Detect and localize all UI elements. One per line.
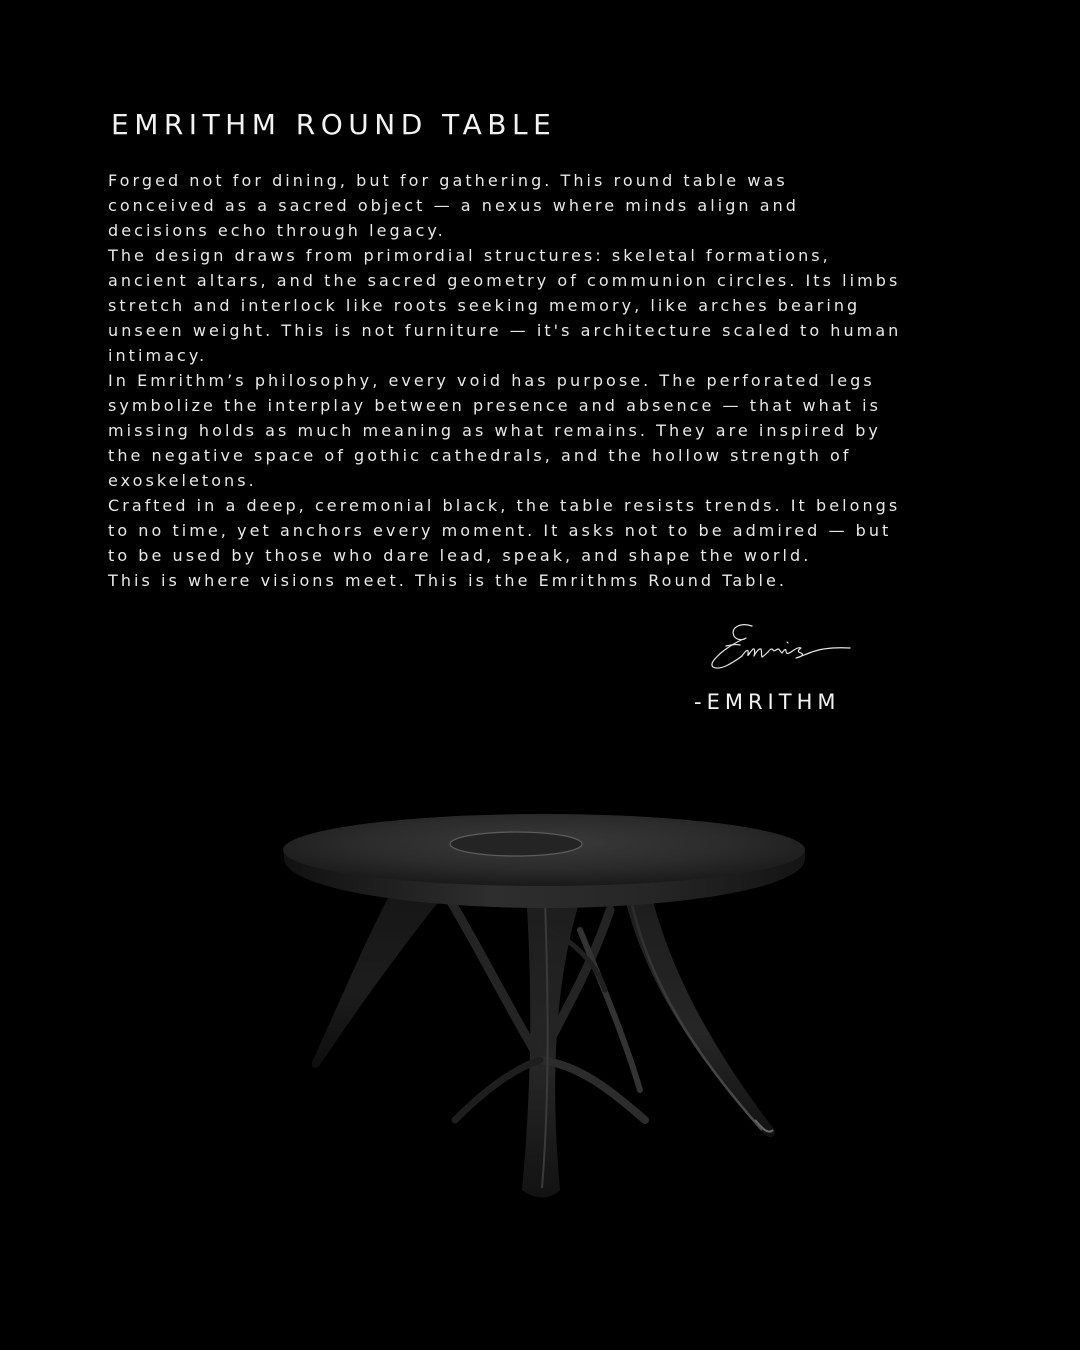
body-line: Forged not for dining, but for gathering. This round table was: [108, 171, 788, 190]
body-line: Crafted in a deep, ceremonial black, the table resists trends. It belongs: [108, 496, 901, 515]
body-line: ancient altars, and the sacred geometry of communion circles. Its limbs: [108, 271, 901, 290]
handwritten-signature: [700, 612, 870, 682]
body-text: [108, 168, 1008, 593]
table-legs: [312, 875, 775, 1198]
signature-name: -EMRITHM: [694, 690, 841, 714]
body-line: to no time, yet anchors every moment. It asks not to be admired — but: [108, 521, 892, 540]
body-line: unseen weight. This is not furniture — it's architecture scaled to human: [108, 321, 902, 340]
body-line: symbolize the interplay between presence and absence — that what is: [108, 396, 882, 415]
body-line: to be used by those who dare lead, speak, and shape the world.: [108, 546, 812, 565]
body-line: The design draws from primordial structures: skeletal formations,: [108, 246, 831, 265]
round-table-image: [250, 790, 830, 1230]
body-line: the negative space of gothic cathedrals, and the hollow strength of: [108, 446, 852, 465]
body-line: exoskeletons.: [108, 471, 257, 490]
body-line: missing holds as much meaning as what remains. They are inspired by: [108, 421, 881, 440]
body-line: This is where visions meet. This is the Emrithms Round Table.: [108, 571, 787, 590]
body-line: conceived as a sacred object — a nexus where minds align and: [108, 196, 799, 215]
body-line: In Emrithm’s philosophy, every void has purpose. The perforated legs: [108, 371, 875, 390]
body-line: intimacy.: [108, 346, 208, 365]
page-title: EMRITHM ROUND TABLE: [111, 108, 557, 141]
body-line: decisions echo through legacy.: [108, 221, 446, 240]
body-line: stretch and interlock like roots seeking memory, like arches bearing: [108, 296, 861, 315]
